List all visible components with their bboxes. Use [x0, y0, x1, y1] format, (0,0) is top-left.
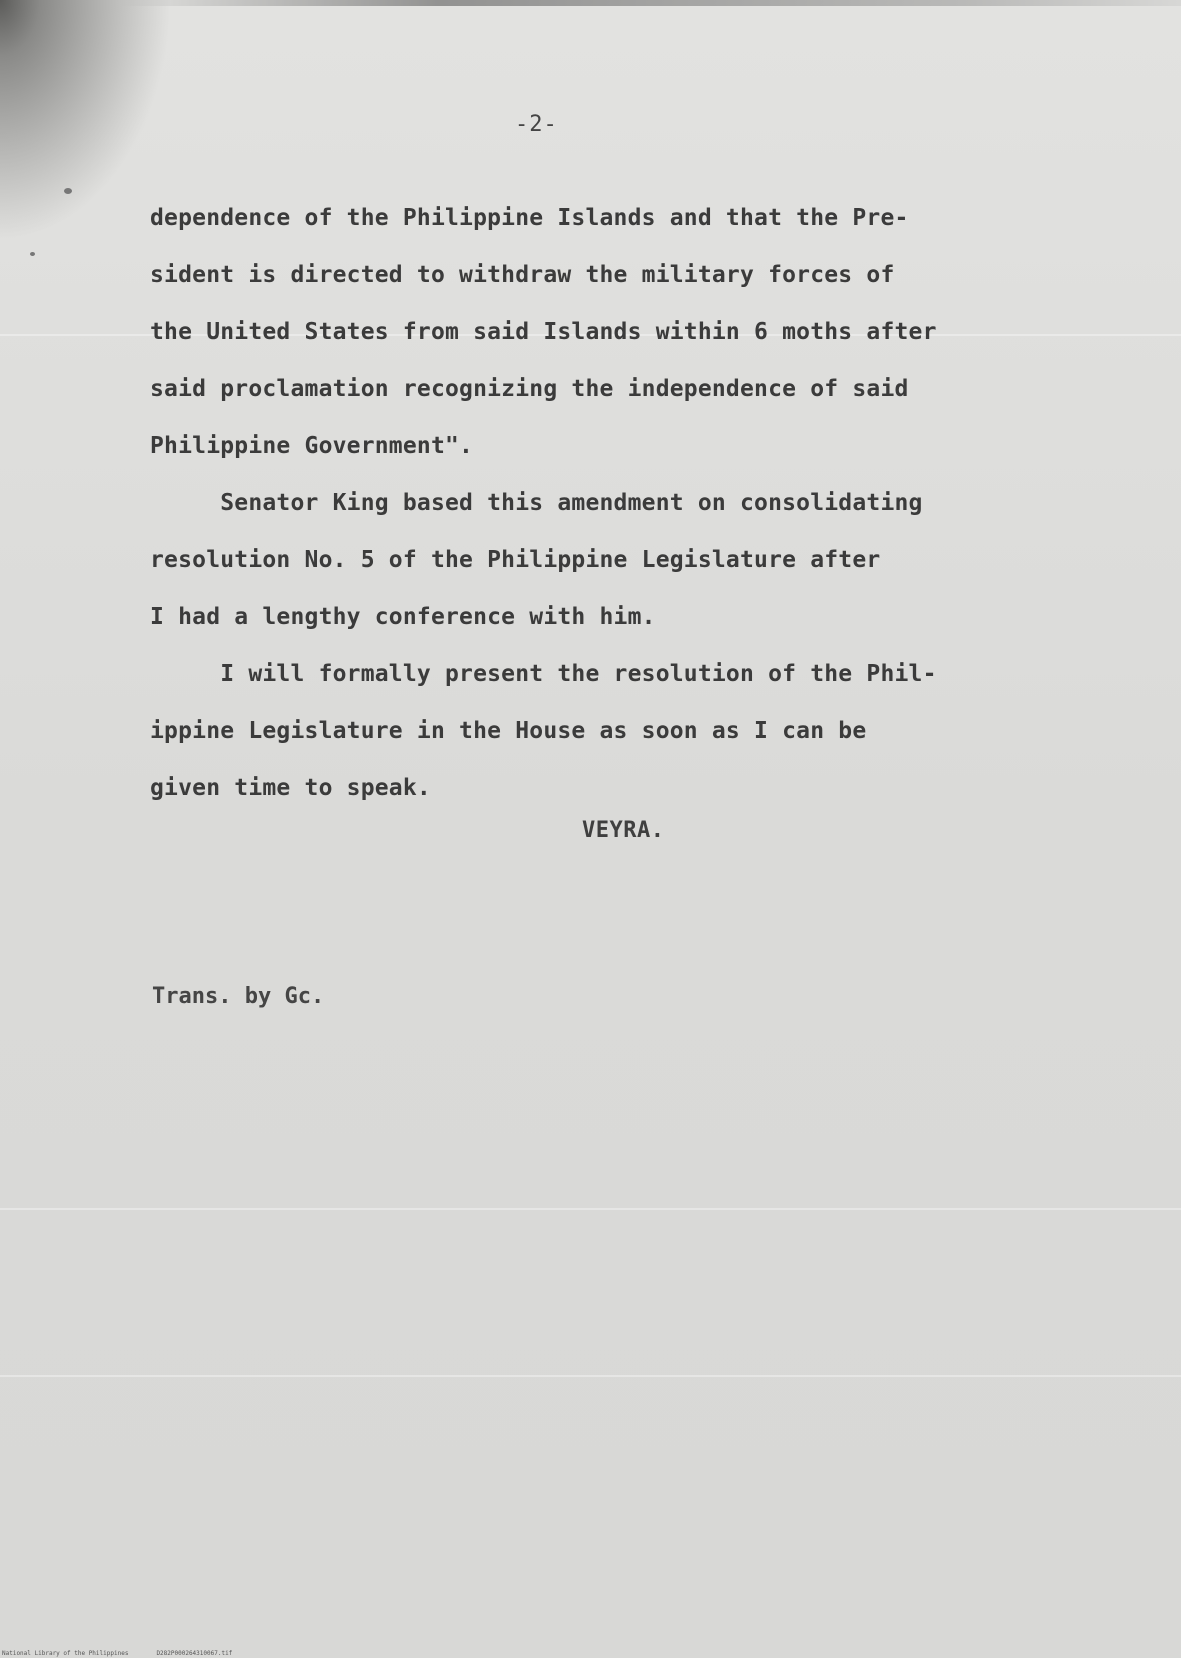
- body-line: I had a lengthy conference with him.: [150, 604, 656, 630]
- body-line: I will formally present the resolution of the Phil-: [150, 661, 937, 687]
- page-number: -2-: [515, 112, 558, 137]
- body-line: resolution No. 5 of the Philippine Legislature after: [150, 547, 881, 573]
- body-line: sident is directed to withdraw the military forces of: [150, 262, 895, 288]
- body-line: said proclamation recognizing the independence of said: [150, 376, 909, 402]
- signature: VEYRA.: [582, 818, 665, 843]
- scan-footer: [2, 1650, 260, 1657]
- body-line: Senator King based this amendment on consolidating: [150, 490, 923, 516]
- translator-note: Trans. by Gc.: [152, 984, 325, 1009]
- footer-library: National Library of the Philippines: [2, 1650, 129, 1657]
- body-line: ippine Legislature in the House as soon as I can be: [150, 718, 867, 744]
- footer-file: D282P000264310067.tif: [156, 1650, 233, 1657]
- body-line: Philippine Government".: [150, 433, 474, 459]
- scan-speck: [64, 188, 72, 194]
- body-line: given time to speak.: [150, 775, 431, 801]
- body-line: dependence of the Philippine Islands and that the Pre-: [150, 205, 909, 231]
- scan-line: [0, 1375, 1181, 1377]
- scan-top-edge: [120, 0, 1181, 6]
- letter-body: [150, 190, 1100, 817]
- scan-line: [0, 1208, 1181, 1210]
- scan-speck: [30, 252, 35, 256]
- body-line: the United States from said Islands within 6 moths after: [150, 319, 937, 345]
